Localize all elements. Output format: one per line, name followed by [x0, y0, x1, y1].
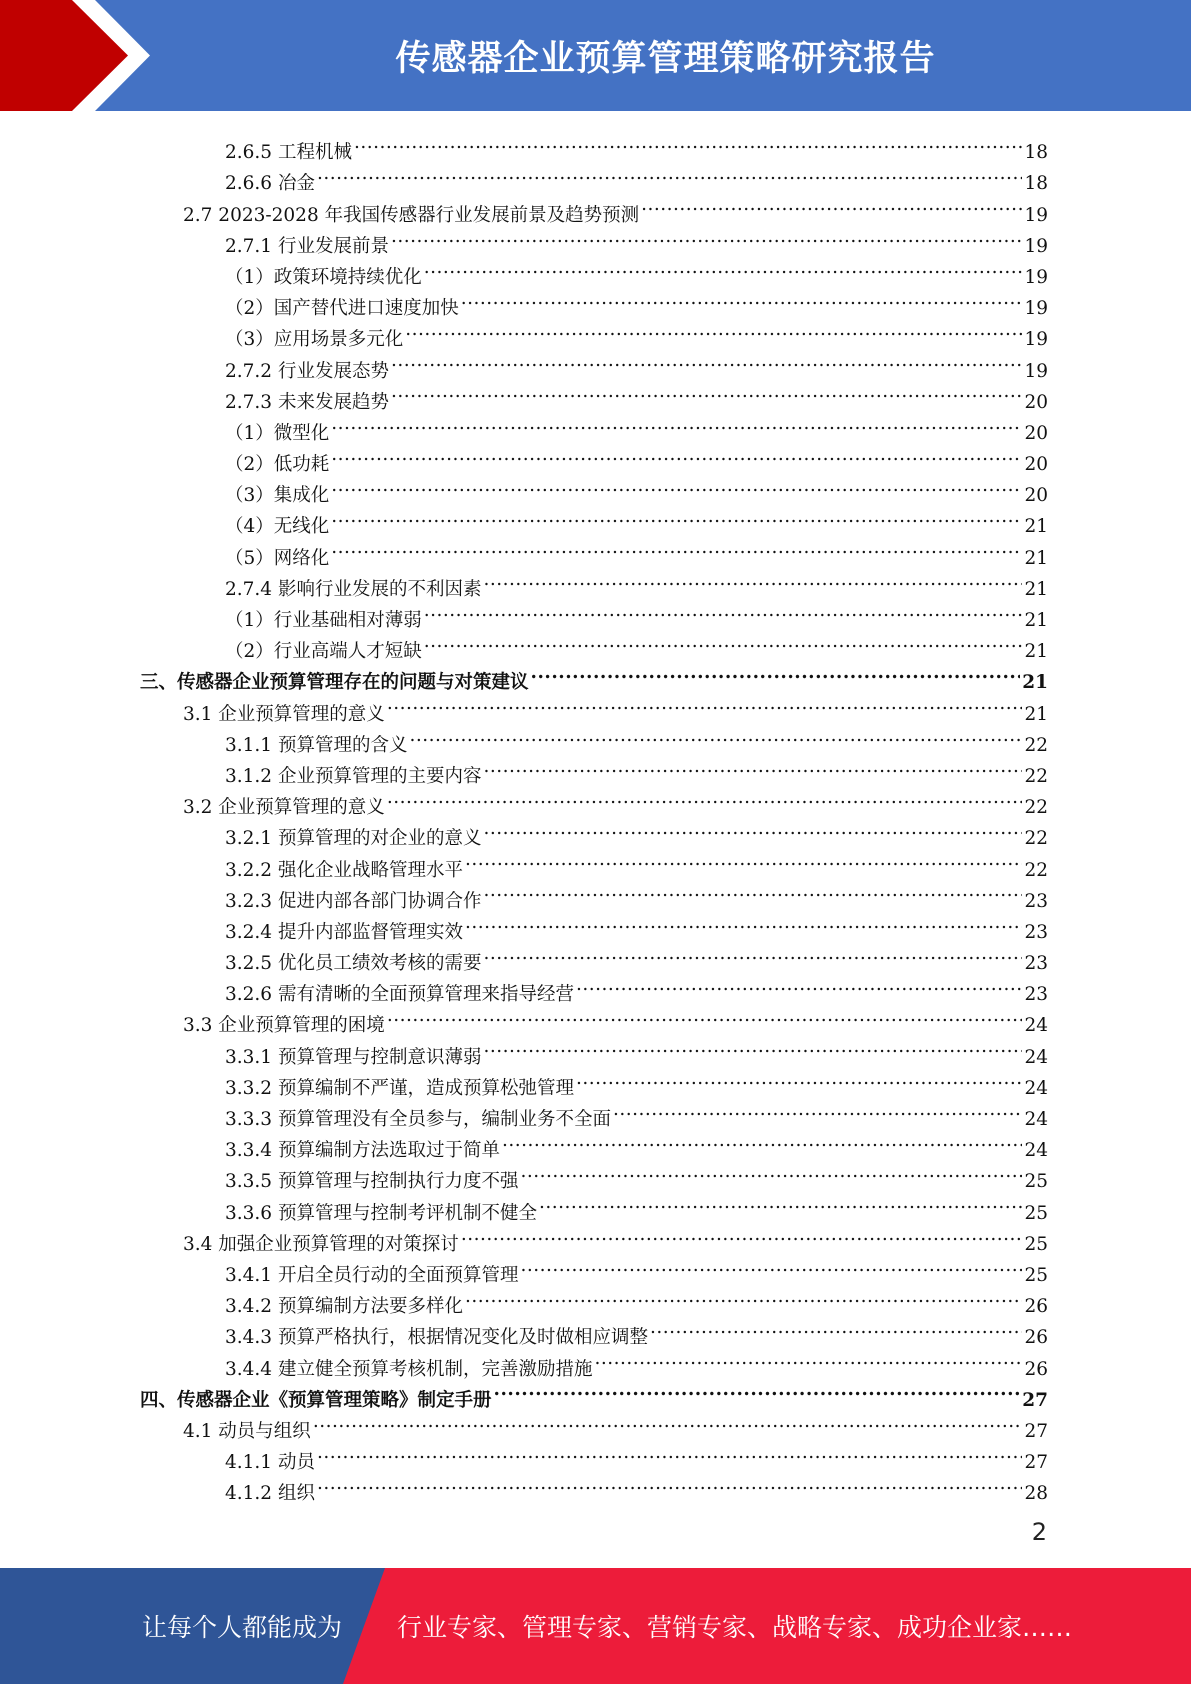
page-number: 2 — [1031, 1518, 1047, 1546]
toc-dot-leader — [317, 158, 1023, 189]
toc-dot-leader — [494, 1375, 1021, 1406]
toc-entry-label: 3.4 加强企业预算管理的对策探讨 — [183, 1233, 459, 1255]
toc-dot-leader — [391, 377, 1022, 408]
toc-entry-label: 四、传感器企业《预算管理策略》制定手册 — [140, 1389, 492, 1411]
toc-dot-leader — [483, 1031, 1022, 1062]
toc-entry-page: 23 — [1024, 953, 1048, 975]
toc-entry-page: 24 — [1024, 1140, 1048, 1162]
toc-dot-leader — [391, 345, 1022, 376]
toc-entry-page: 19 — [1024, 204, 1048, 226]
toc-entry-label: 3.3 企业预算管理的困境 — [183, 1015, 385, 1037]
toc-entry-page: 21 — [1024, 516, 1048, 538]
toc-entry-label: （3）应用场景多元化 — [225, 329, 404, 351]
footer-slogan-right: 行业专家、管理专家、营销专家、战略专家、成功企业家…… — [397, 1613, 1073, 1642]
toc-entry-label: 2.7.3 未来发展趋势 — [225, 391, 389, 413]
toc-entry-label: 3.4.1 开启全员行动的全面预算管理 — [225, 1264, 519, 1286]
toc-entry-label: 3.3.3 预算管理没有全员参与，编制业务不全面 — [225, 1109, 611, 1130]
toc-entry-label: 2.7 2023-2028 年我国传感器行业发展前景及趋势预测 — [183, 204, 640, 226]
toc-entry-page: 23 — [1024, 984, 1048, 1006]
toc-entry-page: 21 — [1022, 672, 1048, 694]
toc-entry-label: 3.2.3 促进内部各部门协调合作 — [225, 890, 482, 912]
toc-dot-leader — [387, 688, 1023, 719]
toc-dot-leader — [461, 1219, 1023, 1250]
toc-entry-page: 19 — [1024, 329, 1048, 351]
table-of-contents — [140, 127, 1048, 1505]
toc-entry-label: （2）国产替代进口速度加快 — [225, 298, 459, 320]
toc-dot-leader — [539, 1187, 1022, 1218]
toc-entry-page: 22 — [1024, 734, 1048, 756]
toc-entry-label: 3.3.5 预算管理与控制执行力度不强 — [225, 1171, 519, 1193]
toc-dot-leader — [317, 1437, 1023, 1468]
toc-entry-label: 3.3.6 预算管理与控制考评机制不健全 — [225, 1202, 537, 1224]
toc-entry-label: （1）政策环境持续优化 — [225, 266, 422, 288]
toc-entry-page: 19 — [1024, 266, 1048, 288]
toc-entry-label: 2.7.2 行业发展态势 — [225, 360, 389, 382]
toc-entry-label: 2.6.6 冶金 — [225, 173, 315, 195]
toc-dot-leader — [483, 564, 1022, 595]
toc-entry-label: 3.3.2 预算编制不严谨，造成预算松弛管理 — [225, 1077, 574, 1099]
toc-entry-page: 26 — [1024, 1327, 1048, 1349]
toc-entry[interactable] — [140, 127, 1048, 164]
toc-entry-page: 25 — [1024, 1233, 1048, 1255]
toc-dot-leader — [317, 1468, 1023, 1499]
toc-dot-leader — [576, 1063, 1022, 1094]
toc-entry-label: 3.3.1 预算管理与控制意识薄弱 — [225, 1046, 482, 1068]
toc-entry-label: （5）网络化 — [225, 547, 330, 569]
toc-entry-page: 19 — [1024, 298, 1048, 320]
toc-entry-page: 21 — [1024, 703, 1048, 725]
toc-entry-label: 2.7.1 行业发展前景 — [225, 235, 389, 257]
toc-dot-leader — [331, 408, 1022, 439]
toc-entry-page: 21 — [1024, 641, 1048, 663]
toc-entry-page: 21 — [1024, 610, 1048, 631]
toc-dot-leader — [424, 252, 1023, 283]
toc-dot-leader — [409, 720, 1022, 751]
toc-dot-leader — [613, 1094, 1022, 1125]
toc-entry-page: 25 — [1024, 1171, 1048, 1193]
toc-entry-label: （3）集成化 — [225, 485, 330, 507]
toc-entry-label: 4.1 动员与组织 — [183, 1420, 311, 1442]
toc-entry-label: 3.2.1 预算管理的对企业的意义 — [225, 828, 482, 850]
toc-entry-label: （1）微型化 — [225, 422, 330, 444]
toc-dot-leader — [313, 1406, 1023, 1437]
toc-entry-page: 20 — [1024, 391, 1048, 413]
toc-entry-label: 2.6.5 工程机械 — [225, 142, 352, 164]
toc-entry-page: 19 — [1024, 360, 1048, 382]
toc-entry-page: 26 — [1024, 1296, 1048, 1318]
toc-entry-page: 22 — [1024, 828, 1048, 850]
toc-entry-label: 3.1.2 企业预算管理的主要内容 — [225, 765, 482, 787]
toc-entry-label: 3.2 企业预算管理的意义 — [183, 797, 385, 819]
toc-entry-label: 3.2.6 需有清晰的全面预算管理来指导经营 — [225, 984, 574, 1006]
toc-entry-label: 3.3.4 预算编制方法选取过于简单 — [225, 1140, 500, 1162]
toc-dot-leader — [483, 751, 1022, 782]
toc-entry-label: 三、传感器企业预算管理存在的问题与对策建议 — [140, 672, 529, 694]
toc-entry-label: （2）低功耗 — [225, 454, 330, 476]
toc-dot-leader — [483, 938, 1022, 969]
toc-dot-leader — [520, 1156, 1022, 1187]
toc-entry-page: 24 — [1024, 1046, 1048, 1068]
toc-dot-leader — [387, 782, 1023, 813]
toc-dot-leader — [594, 1343, 1022, 1374]
toc-entry-page: 24 — [1024, 1109, 1048, 1130]
toc-entry-page: 27 — [1022, 1389, 1048, 1411]
toc-entry-page: 22 — [1024, 765, 1048, 787]
toc-entry-label: （2）行业高端人才短缺 — [225, 641, 422, 663]
toc-entry-page: 26 — [1024, 1358, 1048, 1380]
toc-dot-leader — [502, 1125, 1022, 1156]
toc-dot-leader — [465, 844, 1022, 875]
toc-entry-page: 21 — [1024, 578, 1048, 600]
toc-entry-page: 24 — [1024, 1077, 1048, 1099]
toc-entry-label: 3.4.3 预算严格执行，根据情况变化及时做相应调整 — [225, 1327, 648, 1349]
toc-entry-label: 3.1.1 预算管理的含义 — [225, 734, 408, 756]
toc-dot-leader — [461, 283, 1023, 314]
toc-dot-leader — [465, 907, 1022, 938]
toc-entry-page: 25 — [1024, 1264, 1048, 1286]
toc-dot-leader — [331, 532, 1022, 563]
toc-entry-page: 20 — [1024, 454, 1048, 476]
toc-dot-leader — [483, 813, 1022, 844]
toc-entry-page: 23 — [1024, 921, 1048, 943]
page-footer — [0, 1568, 1191, 1684]
page-header — [0, 0, 1191, 111]
toc-entry-page: 27 — [1024, 1420, 1048, 1442]
toc-entry-page: 24 — [1024, 1015, 1048, 1037]
toc-entry-page: 25 — [1024, 1202, 1048, 1224]
toc-dot-leader — [331, 439, 1022, 470]
toc-entry-label: 4.1.2 组织 — [225, 1483, 315, 1505]
toc-entry-label: 4.1.1 动员 — [225, 1452, 315, 1474]
toc-entry-page: 23 — [1024, 890, 1048, 912]
toc-entry-label: 2.7.4 影响行业发展的不利因素 — [225, 578, 482, 600]
toc-dot-leader — [641, 189, 1022, 220]
toc-entry-label: 3.2.4 提升内部监督管理实效 — [225, 921, 463, 943]
toc-entry-page: 18 — [1024, 142, 1048, 164]
toc-dot-leader — [387, 1000, 1023, 1031]
toc-entry-page: 20 — [1024, 485, 1048, 507]
toc-dot-leader — [405, 314, 1022, 345]
footer-slogan-left: 让每个人都能成为 — [142, 1613, 343, 1642]
toc-entry-page: 27 — [1024, 1452, 1048, 1474]
toc-dot-leader — [483, 876, 1022, 907]
toc-dot-leader — [424, 595, 1023, 626]
toc-dot-leader — [465, 1281, 1022, 1312]
toc-dot-leader — [520, 1250, 1022, 1281]
toc-entry-page: 18 — [1024, 173, 1048, 195]
toc-dot-leader — [391, 221, 1022, 252]
toc-entry-label: 3.1 企业预算管理的意义 — [183, 703, 385, 725]
toc-dot-leader — [331, 470, 1022, 501]
toc-entry-page: 19 — [1024, 235, 1048, 257]
toc-entry-page: 22 — [1024, 859, 1048, 881]
toc-entry-page: 21 — [1024, 547, 1048, 569]
toc-dot-leader — [576, 969, 1022, 1000]
toc-entry-label: 3.2.2 强化企业战略管理水平 — [225, 859, 463, 881]
toc-entry-label: （4）无线化 — [225, 516, 330, 538]
document-title: 传感器企业预算管理策略研究报告 — [395, 38, 936, 79]
toc-dot-leader — [531, 657, 1021, 688]
toc-entry-page: 28 — [1024, 1483, 1048, 1505]
toc-dot-leader — [354, 127, 1023, 158]
toc-entry-page: 20 — [1024, 422, 1048, 444]
toc-dot-leader — [650, 1312, 1022, 1343]
toc-entry-page: 22 — [1024, 797, 1048, 819]
toc-entry-label: 3.4.2 预算编制方法要多样化 — [225, 1296, 463, 1318]
toc-dot-leader — [331, 501, 1022, 532]
toc-entry-label: 3.2.5 优化员工绩效考核的需要 — [225, 953, 482, 975]
toc-entry-label: （1）行业基础相对薄弱 — [225, 610, 422, 631]
toc-dot-leader — [424, 626, 1023, 657]
toc-entry-label: 3.4.4 建立健全预算考核机制，完善激励措施 — [225, 1358, 593, 1380]
